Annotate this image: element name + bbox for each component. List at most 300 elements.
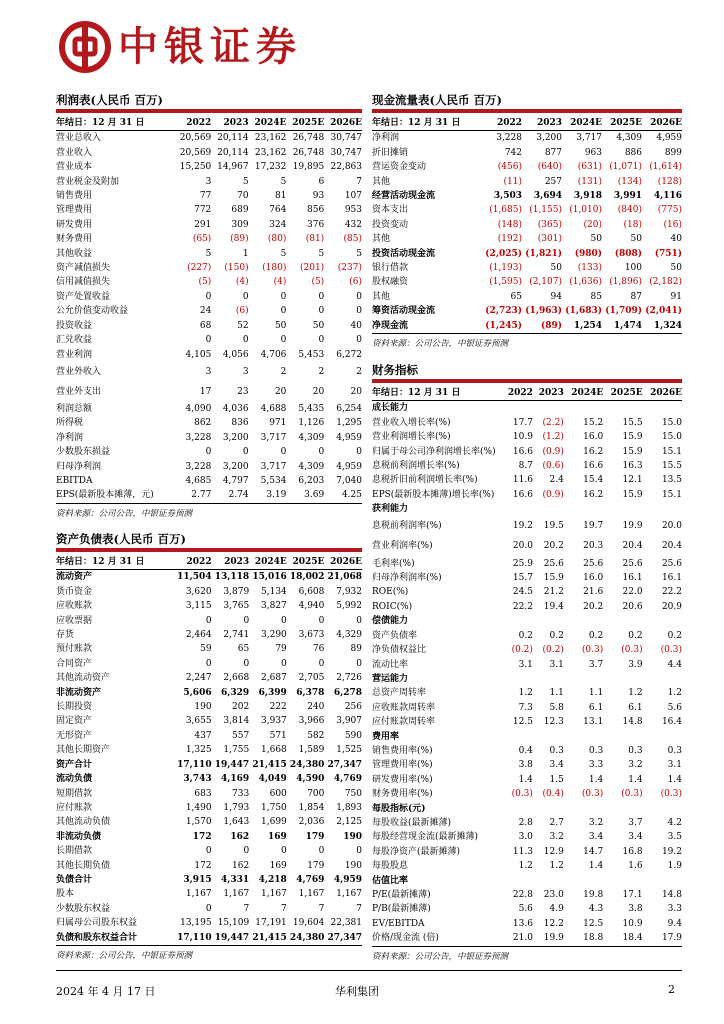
header-year: 2026E: [642, 116, 682, 131]
row-label: 其他: [372, 234, 391, 245]
row-value: 20,114: [217, 147, 249, 158]
row-value: 5.8: [549, 702, 564, 713]
row-value: 0: [318, 658, 325, 669]
row-value: 700: [307, 788, 325, 799]
row-value: [533, 802, 564, 816]
section-divider: [372, 379, 682, 383]
row-value: 0: [205, 335, 212, 346]
row-value: 0.2: [549, 630, 564, 641]
row-value: 3,228: [185, 461, 212, 472]
row-value: 20.3: [583, 541, 604, 552]
row-value: 3,290: [261, 630, 287, 641]
row-value: 2: [356, 366, 362, 377]
row-value: 40: [670, 234, 682, 245]
row-value: (134): [617, 176, 642, 187]
row-value: 23,162: [254, 147, 287, 158]
row-value: 21.6: [583, 587, 604, 598]
table-row: [372, 773, 682, 787]
row-value: (237): [337, 263, 362, 274]
row-value: 3,966: [298, 716, 325, 727]
table-row: [372, 600, 682, 614]
row-value: 26,748: [292, 147, 325, 158]
table-row: [56, 146, 362, 160]
row-label: 成长能力: [372, 403, 409, 414]
row-value: (4): [235, 277, 249, 288]
row-value: (1,614): [649, 162, 682, 173]
row-value: 19.4: [543, 601, 564, 612]
row-label: 经营活动现金流: [372, 191, 436, 202]
table-row: [56, 445, 362, 459]
row-value: 3,200: [536, 133, 562, 144]
row-value: 3.1: [549, 659, 564, 670]
row-value: 19.8: [583, 890, 604, 900]
row-value: 1.5: [549, 774, 564, 785]
row-value: 190: [343, 831, 362, 842]
row-label: 应付账款: [56, 802, 93, 813]
row-value: [502, 401, 533, 416]
header-year: 2024E: [562, 116, 602, 131]
table-row: [372, 931, 682, 945]
row-value: 0.3: [588, 745, 604, 756]
row-value: 4,685: [185, 475, 212, 486]
row-value: 162: [230, 831, 250, 842]
balance-title: 资产负债表(人民币 百万): [56, 532, 186, 546]
row-value: 15.0: [661, 432, 682, 443]
row-value: 6,378: [296, 687, 325, 698]
row-value: 15.5: [622, 417, 643, 428]
row-value: 4,959: [336, 461, 362, 472]
row-value: (1,821): [525, 248, 562, 259]
row-value: 2.74: [228, 490, 249, 501]
row-value: 65: [237, 644, 250, 655]
row-value: 6.1: [588, 702, 604, 713]
row-value: (456): [497, 162, 522, 173]
row-value: [643, 802, 682, 816]
row-value: 85: [590, 291, 602, 302]
row-value: 7: [356, 176, 362, 187]
row-value: 1.1: [549, 688, 564, 699]
table-row: [372, 643, 682, 657]
row-value: 3,765: [223, 601, 250, 612]
row-value: 16.2: [583, 446, 604, 457]
row-value: 0.2: [588, 630, 604, 641]
row-value: [533, 502, 564, 516]
row-value: 1,325: [185, 745, 212, 756]
row-value: 3.0: [518, 832, 533, 843]
row-label: 其他长期资产: [56, 745, 111, 756]
row-label: 营业收入: [56, 147, 93, 158]
row-value: 21.2: [543, 587, 564, 598]
row-value: 1,490: [185, 802, 212, 813]
row-value: (2,182): [649, 277, 682, 288]
row-value: 3,991: [613, 191, 642, 202]
table-row: [56, 830, 362, 844]
table-header-row: [56, 116, 362, 131]
row-value: [643, 401, 682, 416]
row-value: 22,863: [330, 162, 362, 173]
row-value: 107: [344, 191, 362, 202]
row-value: 3.2: [588, 817, 604, 828]
row-value: (1,595): [489, 277, 522, 288]
row-value: (20): [583, 219, 602, 230]
row-value: 3: [242, 366, 249, 377]
row-value: (2,107): [529, 277, 562, 288]
table-row: [372, 686, 682, 700]
row-value: 376: [307, 219, 325, 230]
row-value: 0.4: [518, 745, 533, 756]
table-row: [56, 758, 362, 772]
row-label: 息税折旧前利润增长率(%): [372, 475, 478, 486]
table-row: [372, 304, 682, 318]
row-label: 归母净利润: [56, 461, 102, 472]
row-label: 估值比率: [372, 875, 409, 886]
row-label: 息税前利润率(%): [372, 521, 442, 532]
table-row: [372, 585, 682, 599]
row-label: 银行借款: [372, 263, 409, 274]
row-value: [502, 502, 533, 516]
row-value: 3,743: [183, 774, 212, 785]
table-row: [56, 714, 362, 728]
bank-of-china-logo-icon: [58, 20, 112, 74]
row-value: 1,525: [336, 745, 362, 756]
row-value: 4,309: [298, 461, 325, 472]
table-row: [372, 290, 682, 304]
row-value: 65: [510, 291, 522, 302]
row-value: 16.2: [583, 489, 604, 500]
row-label: 股权融资: [372, 277, 409, 288]
row-value: 3,228: [496, 133, 522, 144]
row-label: 每股收益(最新摊薄): [372, 817, 452, 828]
row-label: 管理费用: [56, 205, 93, 216]
table-row: [56, 614, 362, 628]
row-label: 固定资产: [56, 716, 93, 727]
row-value: 20,114: [217, 133, 249, 144]
row-value: (1,071): [609, 162, 642, 173]
row-value: 6: [318, 176, 325, 187]
table-row: [372, 232, 682, 246]
row-value: [643, 874, 682, 888]
row-value: 87: [630, 291, 642, 302]
income-statement: [56, 93, 362, 521]
row-value: 1.4: [588, 861, 604, 872]
table-row: [56, 275, 362, 289]
row-label: 应收票据: [56, 615, 93, 626]
row-value: 24: [199, 306, 212, 317]
row-value: 2,741: [223, 630, 250, 641]
header-year: 2025E: [286, 116, 324, 131]
table-row: [372, 658, 682, 672]
row-value: 862: [194, 418, 212, 429]
row-value: 4,309: [298, 432, 325, 443]
row-value: 5.6: [667, 702, 682, 713]
row-value: 13,195: [180, 918, 212, 929]
row-value: 16.1: [661, 573, 682, 584]
row-value: 764: [269, 205, 287, 216]
row-value: 291: [194, 219, 212, 230]
row-value: (89): [540, 320, 562, 331]
row-value: 0: [356, 615, 362, 626]
table-row: [56, 844, 362, 858]
row-value: 20: [274, 386, 287, 397]
row-label: 流动比率: [372, 659, 409, 670]
row-value: 3.2: [549, 832, 564, 843]
row-value: (192): [497, 234, 522, 245]
table-row: [372, 488, 682, 502]
row-value: 3.1: [667, 760, 682, 771]
row-value: 11,504: [177, 572, 212, 583]
table-row: [56, 348, 362, 362]
row-value: 12.5: [583, 918, 604, 929]
row-value: 19.5: [543, 521, 564, 532]
row-value: 21,415: [252, 932, 287, 943]
row-value: (1,636): [569, 277, 602, 288]
row-value: 1,643: [223, 817, 250, 828]
row-value: 5: [280, 248, 287, 259]
row-value: 1,793: [223, 802, 250, 813]
table-row: [56, 247, 362, 261]
row-value: 1.4: [518, 774, 533, 785]
row-value: 1,295: [336, 418, 362, 429]
row-value: 4.9: [549, 904, 564, 915]
row-value: 0: [242, 291, 249, 302]
row-value: 3,673: [298, 630, 325, 641]
row-value: 50: [590, 234, 602, 245]
table-row: [372, 730, 682, 744]
row-label: 偿债能力: [372, 616, 409, 627]
row-value: 5: [356, 248, 362, 259]
row-value: [533, 730, 564, 744]
row-value: 4,959: [333, 874, 362, 885]
row-value: 70: [237, 191, 249, 202]
row-value: 15,250: [179, 162, 212, 173]
row-value: 1,167: [185, 889, 212, 900]
row-label: 负债合计: [56, 874, 93, 885]
row-value: 24.5: [512, 587, 533, 598]
row-value: 2,464: [185, 630, 212, 641]
row-value: 17: [199, 386, 212, 397]
row-value: [502, 802, 533, 816]
table-row: [372, 629, 682, 643]
row-value: (1,010): [569, 205, 602, 216]
header-year: 2024E: [249, 555, 287, 570]
row-value: [564, 502, 603, 516]
row-label: 营业税金及附加: [56, 176, 120, 187]
table-row: [56, 916, 362, 930]
row-value: 742: [504, 147, 522, 158]
row-value: 3,717: [260, 432, 287, 443]
row-value: 3,620: [185, 586, 212, 597]
row-value: (5): [198, 277, 212, 288]
row-value: 3.2: [628, 760, 643, 771]
row-value: 0: [205, 658, 212, 669]
row-label: 汇兑收益: [56, 335, 93, 346]
row-label: 其他: [372, 176, 391, 187]
row-value: 68: [199, 320, 212, 331]
row-value: 7,932: [336, 586, 362, 597]
row-value: 18,002: [289, 572, 325, 583]
income-title: 利润表(人民币 百万): [56, 93, 163, 107]
table-row: [56, 599, 362, 613]
header-year: 2026E: [643, 386, 682, 401]
row-value: 4,331: [221, 874, 250, 885]
row-value: 20.2: [543, 541, 564, 552]
table-row: [372, 517, 682, 537]
row-value: 5: [318, 248, 325, 259]
row-value: 17,191: [255, 918, 287, 929]
header-label: 年结日：12 月 31 日: [56, 555, 174, 570]
row-value: 13.6: [512, 918, 533, 929]
row-value: [643, 502, 682, 516]
row-value: 0: [356, 335, 362, 346]
row-value: 1,254: [573, 320, 602, 331]
row-value: (89): [230, 234, 249, 245]
table-row: [56, 189, 362, 203]
row-label: 信用减值损失: [56, 277, 111, 288]
row-value: [564, 672, 603, 686]
row-value: 4,590: [296, 774, 325, 785]
row-value: 100: [624, 263, 642, 274]
row-label: 总资产周转率: [372, 688, 427, 699]
row-value: (2.2): [542, 417, 564, 428]
row-value: 15.7: [512, 573, 533, 584]
row-label: EV/EBITDA: [372, 918, 425, 929]
row-value: 257: [544, 176, 562, 187]
row-value: (1,683): [565, 306, 602, 317]
row-value: (2,723): [485, 306, 522, 317]
row-label: 净利润: [56, 432, 84, 443]
header-year: 2023: [211, 116, 248, 131]
row-value: (1,245): [485, 320, 522, 331]
row-value: 0: [318, 335, 325, 346]
row-label: 其他收益: [56, 248, 93, 259]
row-value: 2,705: [298, 673, 325, 684]
row-value: 6.1: [628, 702, 643, 713]
row-value: (1,896): [609, 277, 642, 288]
table-header-row: [372, 116, 682, 131]
row-value: (81): [305, 234, 325, 245]
header-label: 年结日：12 月 31 日: [372, 386, 502, 401]
row-label: P/B(最新摊薄): [372, 904, 431, 915]
cashflow-title: 现金流量表(人民币 百万): [372, 93, 502, 107]
row-value: 50: [670, 263, 682, 274]
row-value: 20.6: [622, 601, 643, 612]
row-value: 8.7: [518, 461, 533, 472]
row-value: (128): [657, 176, 682, 187]
header-year: 2026E: [324, 116, 362, 131]
row-value: 1,755: [223, 745, 250, 756]
row-value: 2,125: [336, 817, 362, 828]
table-row: [372, 902, 682, 916]
row-value: 3,937: [261, 716, 287, 727]
row-value: 18.4: [622, 933, 643, 944]
row-value: 590: [344, 730, 362, 741]
table-row: [56, 671, 362, 685]
row-label: 折旧摊销: [372, 147, 409, 158]
row-value: 4,036: [222, 403, 249, 414]
row-label: 费用率: [372, 731, 400, 742]
row-value: 6,608: [298, 586, 325, 597]
header-year: 2025E: [602, 116, 642, 131]
row-label: 营业外支出: [56, 386, 102, 397]
row-value: 0: [281, 846, 287, 857]
row-value: 17,110: [177, 932, 212, 943]
row-value: 7: [281, 903, 287, 914]
row-value: 16.8: [622, 846, 643, 857]
table-row: [56, 931, 362, 945]
header-year: 2022: [174, 555, 212, 570]
row-value: 25.6: [583, 558, 604, 569]
row-value: 40: [350, 320, 362, 331]
row-label: 净现金流: [372, 320, 409, 331]
row-value: 4,329: [336, 630, 362, 641]
table-row: [372, 758, 682, 772]
row-value: 1,668: [261, 745, 287, 756]
row-value: 3,200: [222, 461, 249, 472]
row-value: 172: [194, 860, 212, 871]
table-row: [372, 787, 682, 801]
table-row: [372, 571, 682, 585]
row-value: 4,309: [616, 133, 642, 144]
row-value: 1,589: [298, 745, 325, 756]
row-label: 销售费用: [56, 191, 93, 202]
table-header-row: [372, 386, 682, 401]
table-row: [56, 319, 362, 333]
income-table: [56, 116, 362, 503]
row-value: 16.6: [512, 489, 533, 500]
row-label: 投资收益: [56, 320, 93, 331]
row-value: 5,134: [261, 586, 287, 597]
row-value: 24,380: [289, 759, 325, 770]
row-label: 归属母公司股东权益: [56, 918, 138, 929]
row-value: [603, 802, 642, 816]
row-value: 4,797: [222, 475, 249, 486]
table-row: [56, 628, 362, 642]
row-value: 9.4: [667, 918, 682, 929]
row-value: 1.4: [588, 774, 604, 785]
row-label: 资本支出: [372, 205, 409, 216]
row-value: 17.1: [622, 890, 643, 900]
row-value: 11.6: [512, 475, 533, 486]
row-value: 0: [318, 615, 325, 626]
header-year: 2025E: [287, 555, 325, 570]
row-value: 557: [232, 730, 250, 741]
row-value: 15.5: [661, 461, 682, 472]
row-value: 733: [232, 788, 250, 799]
table-row: [372, 614, 682, 628]
row-value: [533, 672, 564, 686]
row-value: 17.7: [512, 417, 533, 428]
table-row: [372, 131, 682, 146]
row-value: 0: [318, 306, 325, 317]
row-label: EBITDA: [56, 475, 93, 486]
row-value: 0: [318, 447, 325, 458]
row-value: 2,668: [223, 673, 250, 684]
header-label: 年结日：12 月 31 日: [372, 116, 482, 131]
table-row: [56, 859, 362, 873]
row-value: 50: [274, 320, 287, 331]
row-value: [643, 614, 682, 628]
table-row: [56, 743, 362, 757]
table-row: [56, 175, 362, 189]
row-value: 0.2: [518, 630, 533, 641]
table-row: [56, 362, 362, 382]
row-value: 19.9: [543, 933, 564, 944]
row-value: 6,278: [333, 687, 362, 698]
row-value: 4,169: [221, 774, 250, 785]
row-value: (0.3): [660, 645, 682, 656]
row-value: 1.2: [549, 861, 564, 872]
row-value: 0.3: [628, 745, 643, 756]
